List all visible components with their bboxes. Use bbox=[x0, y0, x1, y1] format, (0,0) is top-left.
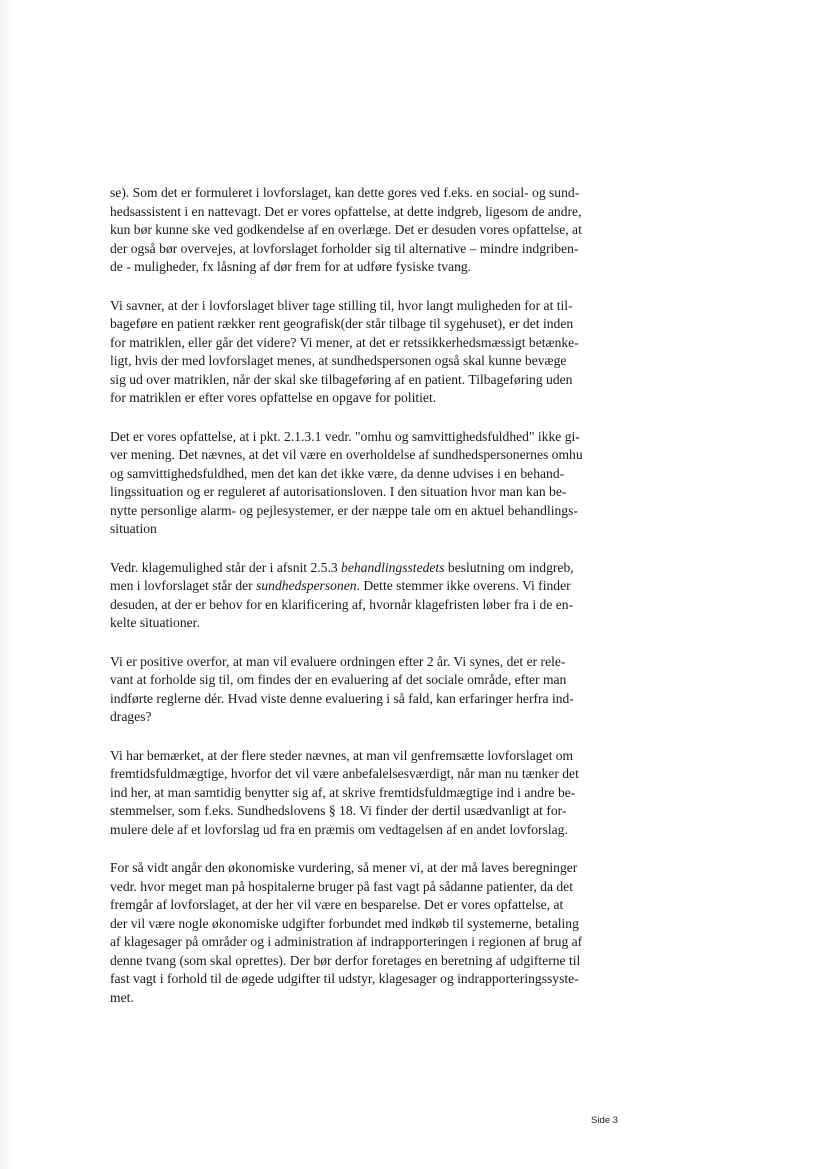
text-line: ver mening. Det nævnes, at det vil være en overholdelse af sundhedspersonernes omhu bbox=[110, 447, 583, 462]
text-line: fremgår af lovforslaget, at der her vil være en besparelse. Det er vores opfattelse, at bbox=[110, 897, 564, 912]
emphasis-text: behandlingsstedets bbox=[341, 559, 445, 575]
text-line: hedsassistent i en nattevagt. Det er vores opfattelse, at dette indgreb, ligesom de andre, bbox=[110, 203, 582, 219]
text-segment: men i lovforslaget står der bbox=[110, 578, 257, 593]
text-line: de - muligheder, fx låsning af dør frem for at udføre fysiske tvang. bbox=[110, 259, 472, 274]
text-line: denne tvang (som skal oprettes). Der bør derfor foretages en beretning af udgifterne til bbox=[110, 952, 581, 968]
text-line: situation bbox=[110, 521, 157, 536]
text-line: sig ud over matriklen, når der skal ske tilbageføring af en patient. Tilbageføring uden bbox=[110, 371, 573, 387]
text-line: fremtidsfuldmægtige, hvorfor det vil være anbefalelsesværdigt, når man nu tænker det bbox=[110, 766, 579, 781]
text-line: vedr. hvor meget man på hospitalerne bruger på fast vagt på sådanne patienter, da det bbox=[110, 878, 573, 894]
paragraph-3 bbox=[110, 428, 618, 539]
body-text bbox=[110, 184, 618, 1027]
text-line: fast vagt i forhold til de øgede udgifter til udstyr, klagesager og indrapporteringssyste- bbox=[110, 971, 579, 986]
paragraph-5 bbox=[110, 653, 618, 727]
text-line: For så vidt angår den økonomiske vurdering, så mener vi, at der må laves beregninger bbox=[110, 860, 578, 875]
text-line: ind her, at man samtidig benytter sig af, at skrive fremtidsfuldmægtige ind i andre be- bbox=[110, 784, 576, 800]
text-line: drages? bbox=[110, 709, 152, 724]
text-segment: beslutning om indgreb, bbox=[444, 559, 574, 575]
text-line: kun bør kunne ske ved godkendelse af en overlæge. Det er desuden vores opfattelse, at bbox=[110, 222, 582, 237]
paragraph-6 bbox=[110, 747, 618, 840]
text-line: se). Som det er formuleret i lovforslaget, kan dette gores ved f.eks. en social- og sund- bbox=[110, 185, 580, 200]
scan-shadow bbox=[0, 0, 14, 1169]
text-line: mulere dele af et lovforslag ud fra en præmis om vedtagelsen af en andet lovforslag. bbox=[110, 821, 568, 837]
paragraph-7 bbox=[110, 859, 618, 1007]
text-line: og samvittighedsfuldhed, men det kan det ikke være, da denne udvises i en behand- bbox=[110, 465, 565, 481]
text-segment: Vedr. klagemulighed står der i afsnit 2.5.3 bbox=[110, 559, 342, 575]
text-line: kelte situationer. bbox=[110, 615, 200, 630]
paragraph-2 bbox=[110, 297, 618, 408]
text-line: der vil være nogle økonomiske udgifter forbundet med indkøb til systemerne, betaling bbox=[110, 915, 579, 931]
text-line: bageføre en patient rækker rent geografisk(der står tilbage til sygehuset), er det inden bbox=[110, 316, 574, 331]
text-line: Vi har bemærket, at der flere steder nævnes, at man vil genfremsætte lovforslaget om bbox=[110, 747, 574, 763]
text-line: for matriklen er efter vores opfattelse en opgave for politiet. bbox=[110, 390, 437, 405]
text-line: Vi er positive overfor, at man vil evaluere ordningen efter 2 år. Vi synes, det er rele- bbox=[110, 653, 566, 669]
text-line: ligt, hvis der med lovforslaget menes, at sundhedspersonen også skal kunne bevæge bbox=[110, 353, 567, 368]
paragraph-1 bbox=[110, 184, 618, 277]
text-line: indførte reglerne dér. Hvad viste denne evaluering i så fald, kan erfaringer herfra ind- bbox=[110, 690, 574, 706]
text-line: nytte personlige alarm- og pejlesystemer, er der næppe tale om en aktuel behandlings- bbox=[110, 502, 578, 518]
text-line: for matriklen, eller går det videre? Vi mener, at det er retssikkerhedsmæssigt betænke- bbox=[110, 334, 579, 350]
text-line: der også bør overvejes, at lovforslaget forholder sig til alternative – mindre indgriben- bbox=[110, 240, 579, 256]
emphasis-text: sundhedspersonen bbox=[256, 578, 357, 593]
paragraph-4 bbox=[110, 559, 618, 633]
text-line: vant at forholde sig til, om findes der en evaluering af det sociale område, efter man bbox=[110, 672, 567, 687]
text-line: lingssituation og er reguleret af autorisationsloven. I den situation hvor man kan be- bbox=[110, 484, 567, 499]
text-line: Vi savner, at der i lovforslaget bliver tage stilling til, hvor langt muligheden for at til- bbox=[110, 297, 573, 313]
text-line: Det er vores opfattelse, at i pkt. 2.1.3.1 vedr. "omhu og samvittighedsfuldhed" ikke gi- bbox=[110, 428, 580, 444]
text-line bbox=[110, 577, 618, 596]
text-line bbox=[110, 559, 618, 578]
page-number: Side 3 bbox=[591, 1115, 618, 1126]
text-segment: . Dette stemmer ikke overens. Vi finder bbox=[356, 578, 571, 593]
text-line: stemmelser, som f.eks. Sundhedslovens § 18. Vi finder der dertil usædvanligt at for- bbox=[110, 803, 567, 818]
text-line: met. bbox=[110, 989, 134, 1005]
text-line: af klagesager på områder og i administration af indrapporteringen i regionen af brug af bbox=[110, 934, 583, 949]
text-line: desuden, at der er behov for en klarificering af, hvornår klagefristen løber fra i de en- bbox=[110, 596, 574, 612]
